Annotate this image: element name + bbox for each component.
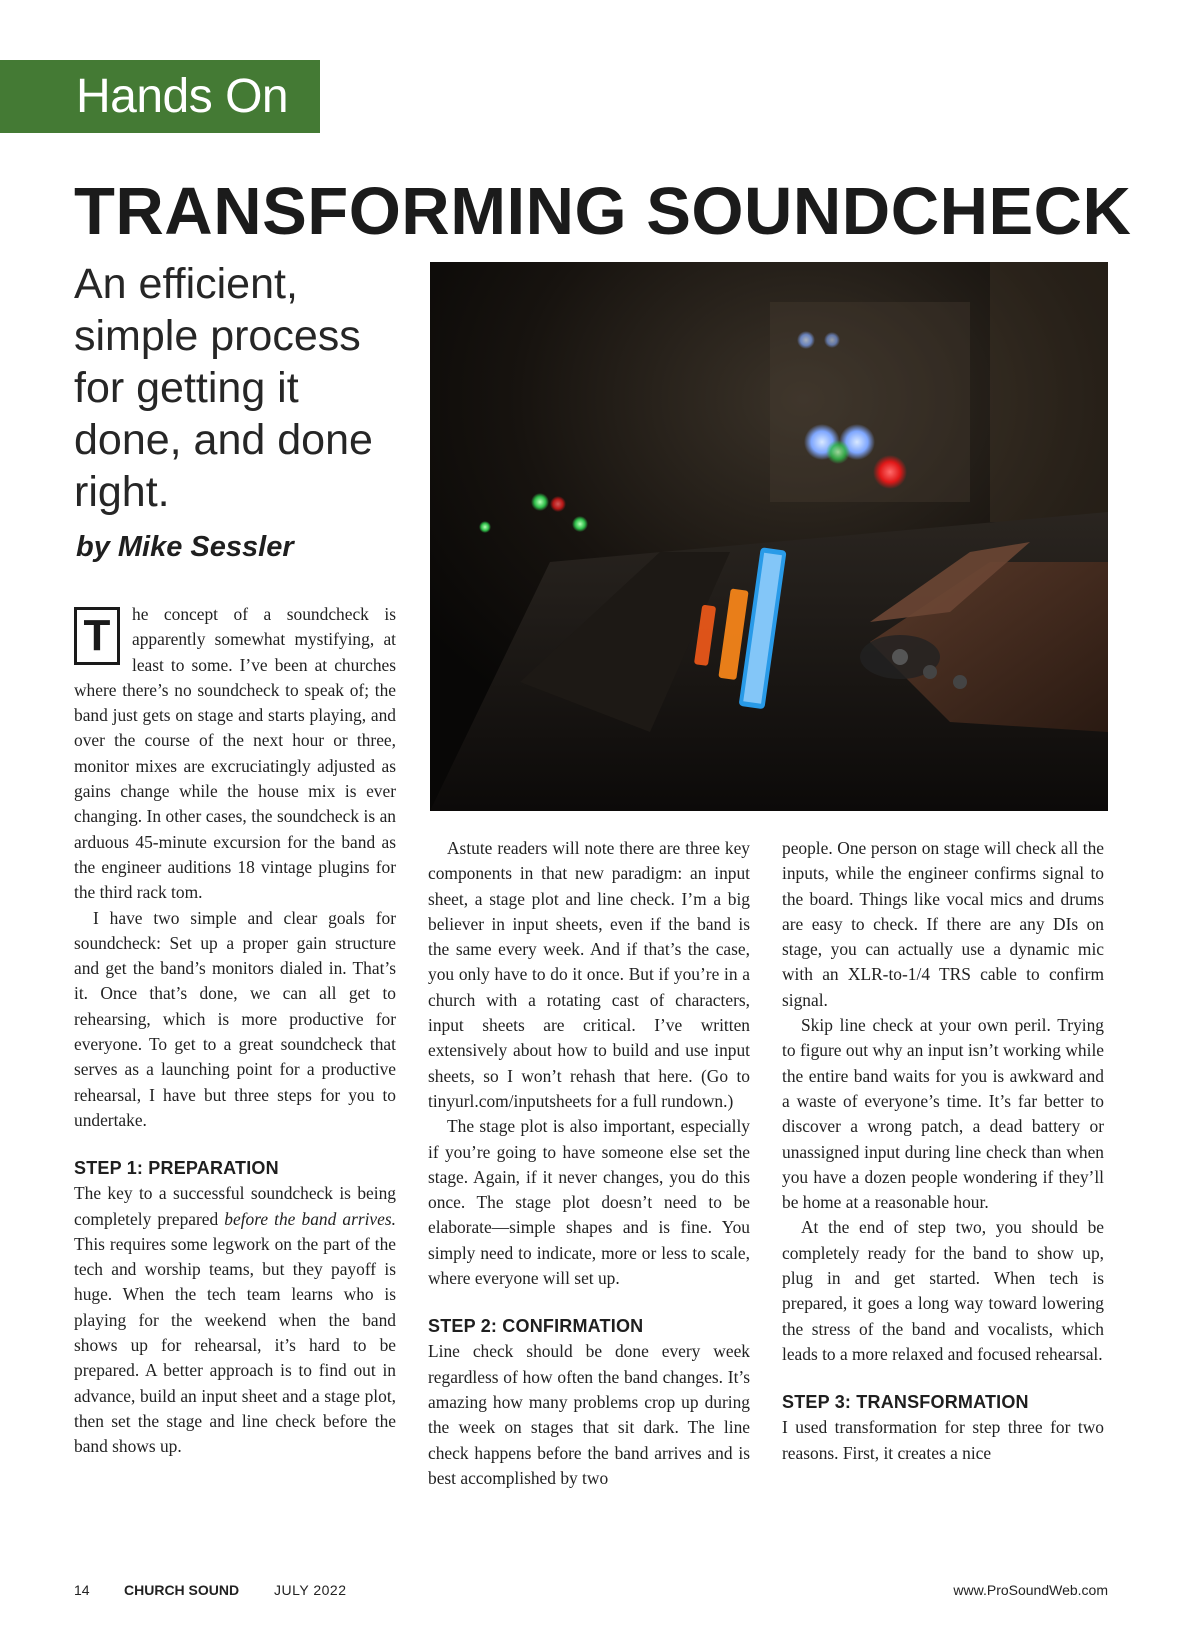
mixing-console-photo xyxy=(430,262,1108,811)
preparation-text-start: The key to a successful soundcheck is being completely prepared xyxy=(74,1183,396,1229)
continued-paragraph: people. One person on stage will check all the inputs, while the engineer confirms signal to the board. Things like vocal mics and drums are easy to check. If there are any DIs on stage, you can actually use a dynamic mic with an XLR-to-1/4 TRS cable to confirm signal. xyxy=(782,838,1104,1010)
transformation-paragraph: I used transformation for step three for two reasons. First, it creates a nice xyxy=(782,1417,1104,1463)
goals-paragraph: I have two simple and clear goals for soundcheck: Set up a proper gain structure and get the band’s monitors dialed in. That’s it. Once that’s done, we can all get to rehearsing, which is more productive for everyone. To get to a great soundcheck that serves as a launching point for a productive rehearsal, I have but three steps for you to undertake. xyxy=(74,907,396,1130)
mixing-console-illustration xyxy=(430,262,1108,811)
page-footer xyxy=(74,1582,1108,1604)
article-deck: An efficient, simple process for getting it done, and done right. xyxy=(74,260,373,516)
article-headline: TRANSFORMING SOUNDCHECK xyxy=(74,174,1132,249)
preparation-emphasis: before the band arrives. xyxy=(224,1208,396,1229)
article-column-2 xyxy=(428,836,750,1491)
stage-plot-paragraph: The stage plot is also important, especially if you’re going to have someone else set the stage. Again, if it never changes, you do this once. The stage plot doesn’t need to be elaborate—simple shapes and is fine. You simply need to indicate, more or less to scale, where everyone will set up. xyxy=(428,1116,750,1289)
line-check-paragraph: Line check should be done every week regardless of how often the band changes. It’s amazing how many problems crop up during the week on stages that sit dark. The line check happens before the band arrives and is best accomplished by two xyxy=(428,1341,750,1488)
step-1-heading: STEP 1: PREPARATION xyxy=(74,1158,279,1179)
step-2-heading: STEP 2: CONFIRMATION xyxy=(428,1316,644,1337)
article-column-1 xyxy=(74,602,396,1460)
website-link[interactable]: www.ProSoundWeb.com xyxy=(953,1582,1108,1598)
section-tab: Hands On xyxy=(0,60,320,133)
article-column-3 xyxy=(782,836,1104,1466)
intro-paragraph xyxy=(74,602,396,906)
issue-date: JULY 2022 xyxy=(274,1582,347,1598)
components-paragraph: Astute readers will note there are three key components in that new paradigm: an input sheet, a stage plot and line check. I’m a big believer in input sheets, even if the band is the same every week. And if that’s the case, you only have to do it once. But if you’re in a church with a rotating cast of characters, input sheets are critical. I’ve written extensively about how to build and use input sheets, so I won’t rehash that here. (Go to tinyurl.com/inputsheets for a full rundown.) xyxy=(428,838,750,1111)
page-number: 14 xyxy=(74,1582,90,1598)
magazine-name: CHURCH SOUND xyxy=(124,1582,240,1598)
byline: by Mike Sessler xyxy=(76,531,294,563)
step-3-heading: STEP 3: TRANSFORMATION xyxy=(782,1392,1029,1413)
preparation-text-end: This requires some legwork on the part of the tech and worship teams, but they payoff is huge. When the tech team learns who is playing for the weekend when the band shows up for rehearsal, it’s hard to be prepared. A better approach is to find out in advance, build an input sheet and a stage plot, then set the stage and line check before the band shows up. xyxy=(74,1233,396,1457)
preparation-paragraph xyxy=(74,1181,396,1459)
drop-cap: T xyxy=(74,607,120,665)
skip-line-check-paragraph: Skip line check at your own peril. Trying to figure out why an input isn’t working while the entire band waits for you is awkward and a waste of everyone’s time. It’s far better to discover a wrong patch, a dead battery or unassigned input during line check than when you have a dozen people wondering if they’ll be home at a reasonable hour. xyxy=(782,1015,1104,1213)
intro-paragraph-text: he concept of a soundcheck is apparently somewhat mystifying, at least to some. I’ve been at churches where there’s no soundcheck to speak of; the band just gets on stage and starts playing, and over the course of the next hour or three, monitor mixes are excruciatingly adjusted as gains change while the house mix is ever changing. In other cases, the soundcheck is an arduous 45-minute excursion for the band as the engineer auditions 18 vintage plugins for the third rack tom. xyxy=(74,604,396,903)
step-two-end-paragraph: At the end of step two, you should be completely ready for the band to show up, plug in and get started. When tech is prepared, it goes a long way toward lowering the stress of the band and vocalists, which leads to a more relaxed and focused rehearsal. xyxy=(782,1217,1104,1364)
